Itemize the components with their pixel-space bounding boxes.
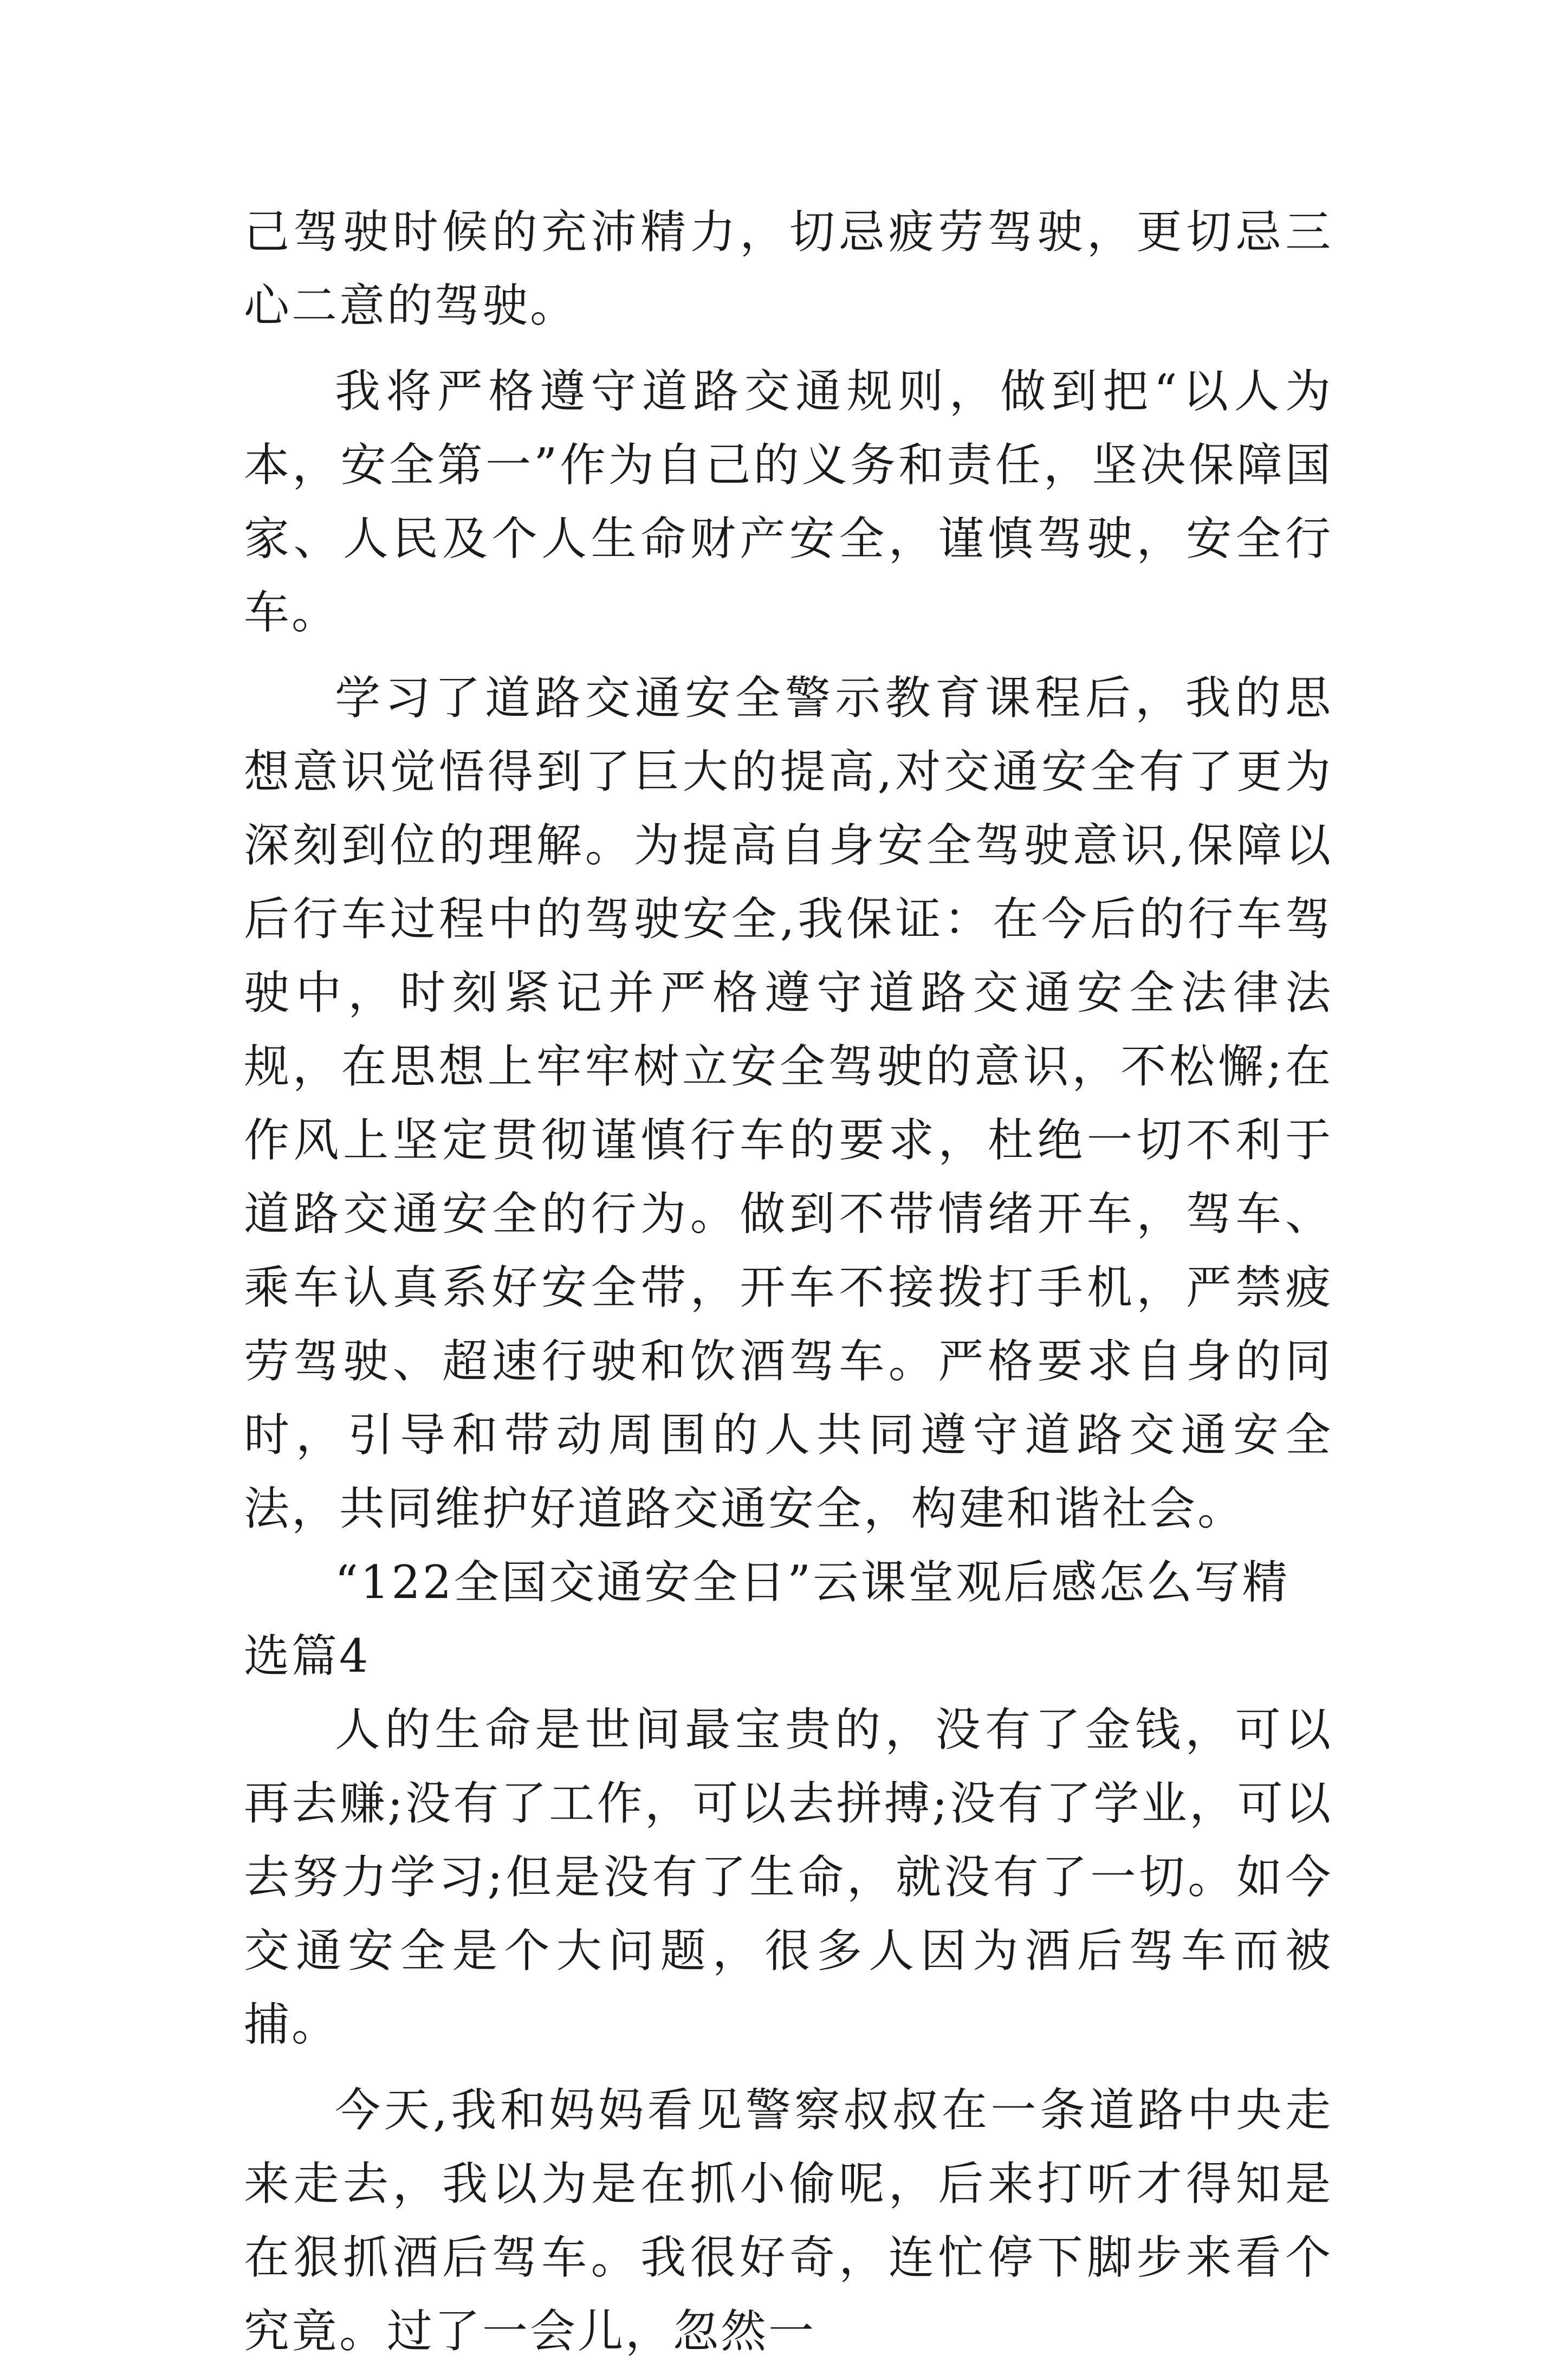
section-heading: “122全国交通安全日”云课堂观后感怎么写精选篇4 xyxy=(244,1556,1290,1683)
paragraph-story: 今天,我和妈妈看见警察叔叔在一条道路中央走来走去，我以为是在抓小偷呢，后来打听才得知是在狠抓酒后驾车。我很好奇，连忙停下脚步来看个究竟。过了一会儿，忽然一 xyxy=(244,2084,1333,2358)
paragraph-commitment: 我将严格遵守道路交通规则，做到把“以人为本，安全第一”作为自己的义务和责任，坚决保障国家、人民及个人生命财产安全，谨慎驾驶，安全行车。 xyxy=(244,365,1333,639)
paragraph-continuation: 己驾驶时候的充沛精力，切忌疲劳驾驶，更切忌三心二意的驾驶。 xyxy=(244,205,1333,332)
paragraph-pledge: 学习了道路交通安全警示教育课程后，我的思想意识觉悟得到了巨大的提高,对交通安全有了更为深刻到位的理解。为提高自身安全驾驶意识,保障以后行车过程中的驾驶安全,我保证：在今后的行车驾驶中，时刻紧记并严格遵守道路交通安全法律法规，在思想上牢牢树立安全驾驶的意识，不松懈;在作风上坚定贯彻谨慎行车的要求，杜绝一切不利于道路交通安全的行为。做到不带情绪开车，驾车、乘车认真系好安全带，开车不接拨打手机，严禁疲劳驾驶、超速行驶和饮酒驾车。严格要求自身的同时，引导和带动周围的人共同遵守道路交通安全法，共同维护好道路交通安全，构建和谐社会。 xyxy=(244,671,1333,1535)
document-body xyxy=(244,195,1333,2368)
paragraph-life-value: 人的生命是世间最宝贵的，没有了金钱，可以再去赚;没有了工作，可以去拼搏;没有了学业，可以去努力学习;但是没有了生命，就没有了一切。如今交通安全是个大问题，很多人因为酒后驾车而被捕。 xyxy=(244,1703,1333,2051)
